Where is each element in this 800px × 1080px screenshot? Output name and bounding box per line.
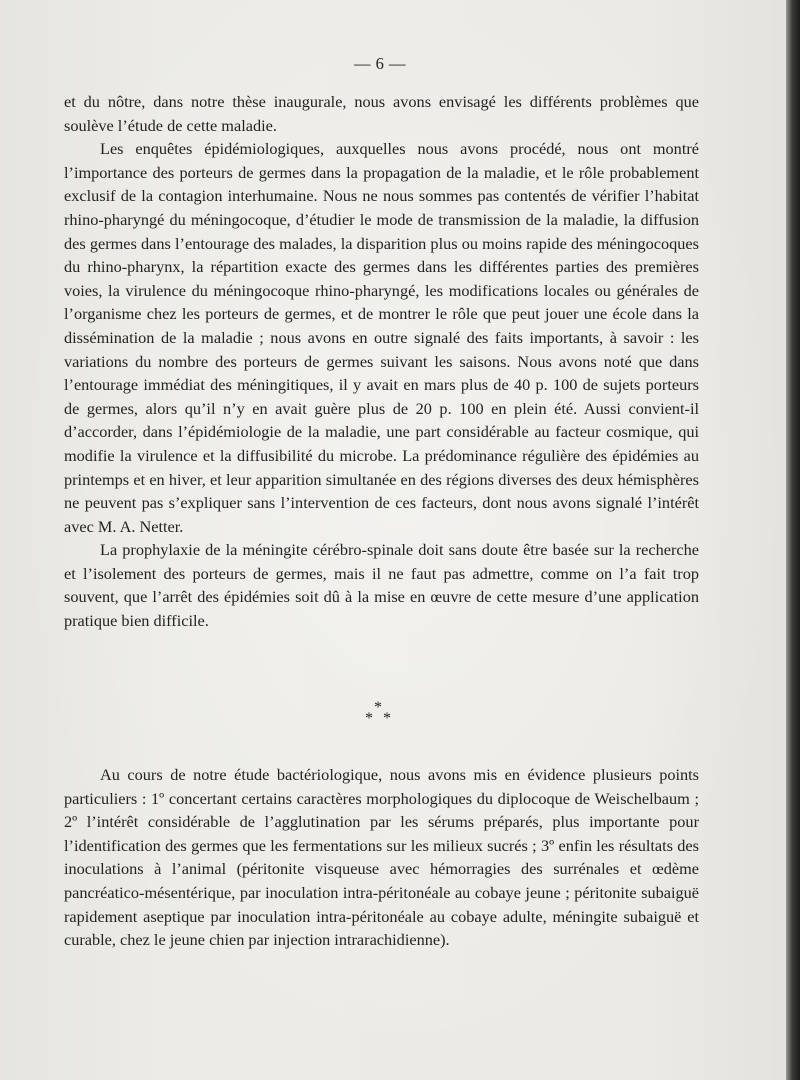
asterisk: * [383,710,391,727]
paragraph-epidemiology: Les enquêtes épidémiologiques, auxquelles nous avons procédé, nous ont montré l’importance des porteurs de germes dans la propagation de la maladie, et le rôle probablement exclusif de la contagion interhumaine. Nous ne nous sommes pas contentés de vérifier l’habitat rhino-pharyngé du méningocoque, d’étudier le mode de transmission de la maladie, la diffusion des germes dans l’entourage des malades, la disparition plus ou moins rapide des méningocoques du rhino-pharynx, la répartition exacte des germes dans les différentes parties des premières voies, la virulence du méningocoque rhino-pharyngé, les modifications locales ou générales de l’organisme chez les porteurs de germes, et de montrer le rôle que peut jouer une école dans la dissémination de la maladie ; nous avons en outre signalé des faits importants, à savoir : les variations du nombre des porteurs de germes suivant les saisons. Nous avons noté que dans l’entourage immédiat des méningitiques, il y avait en mars plus de 40 p. 100 de sujets porteurs de germes, alors qu’il n’y en avait guère plus de 20 p. 100 en plein été. Aussi convient-il d’accorder, dans l’épidémiologie de la maladie, une part considérable au facteur cosmique, qui modifie la virulence et la diffusibilité du microbe. La prédominance régulière des épidémies au printemps et en hiver, et leur apparition simultanée en des régions diverses des deux hémisphères ne peuvent pas s’expliquer sans l’intervention de ces facteurs, dont nous avons signalé l’intérêt avec M. A. Netter. [64,139,699,536]
section-separator-asterism [355,700,405,730]
paragraph-prophylaxis: La prophylaxie de la méningite cérébro-spinale doit sans doute être basée sur la recherche et l’isolement des porteurs de germes, mais il ne faut pas admettre, comme on l’a fait trop souvent, que l’arrêt des épidémies soit dû à la mise en œuvre de cette mesure d’une application pratique bien difficile. [64,540,699,631]
page-number: — 6 — [354,54,406,73]
text-block-upper [64,90,699,633]
asterisk: * [374,699,382,716]
scan-binding-edge [786,0,800,1080]
paragraph-bacteriology: Au cours de notre étude bactériologique, nous avons mis en évidence plusieurs points particuliers : 1º concertant certains caractères morphologiques du diplocoque de Weischelbaum ; 2º l’intérêt considérable de l’agglutination par les sérums préparés, plus importante pour l’identification des germes que les fermentations sur les milieux sucrés ; 3º enfin les résultats des inoculations à l’animal (péritonite visqueuse avec hémorragies des surrénales et œdème pancréatico-mésentérique, par inoculation intra-péritonéale au cobaye jeune ; péritonite subaiguë rapidement aseptique par inoculation intra-péritonéale au cobaye adulte, méningite subaiguë et curable, chez le jeune chien par injection intrarachidienne). [64,765,699,950]
text-block-lower [64,763,699,952]
asterisk: * [365,710,373,727]
paragraph-continuation: et du nôtre, dans notre thèse inaugurale, nous avons envisagé les différents problèmes que soulève l’étude de cette maladie. [64,92,699,135]
